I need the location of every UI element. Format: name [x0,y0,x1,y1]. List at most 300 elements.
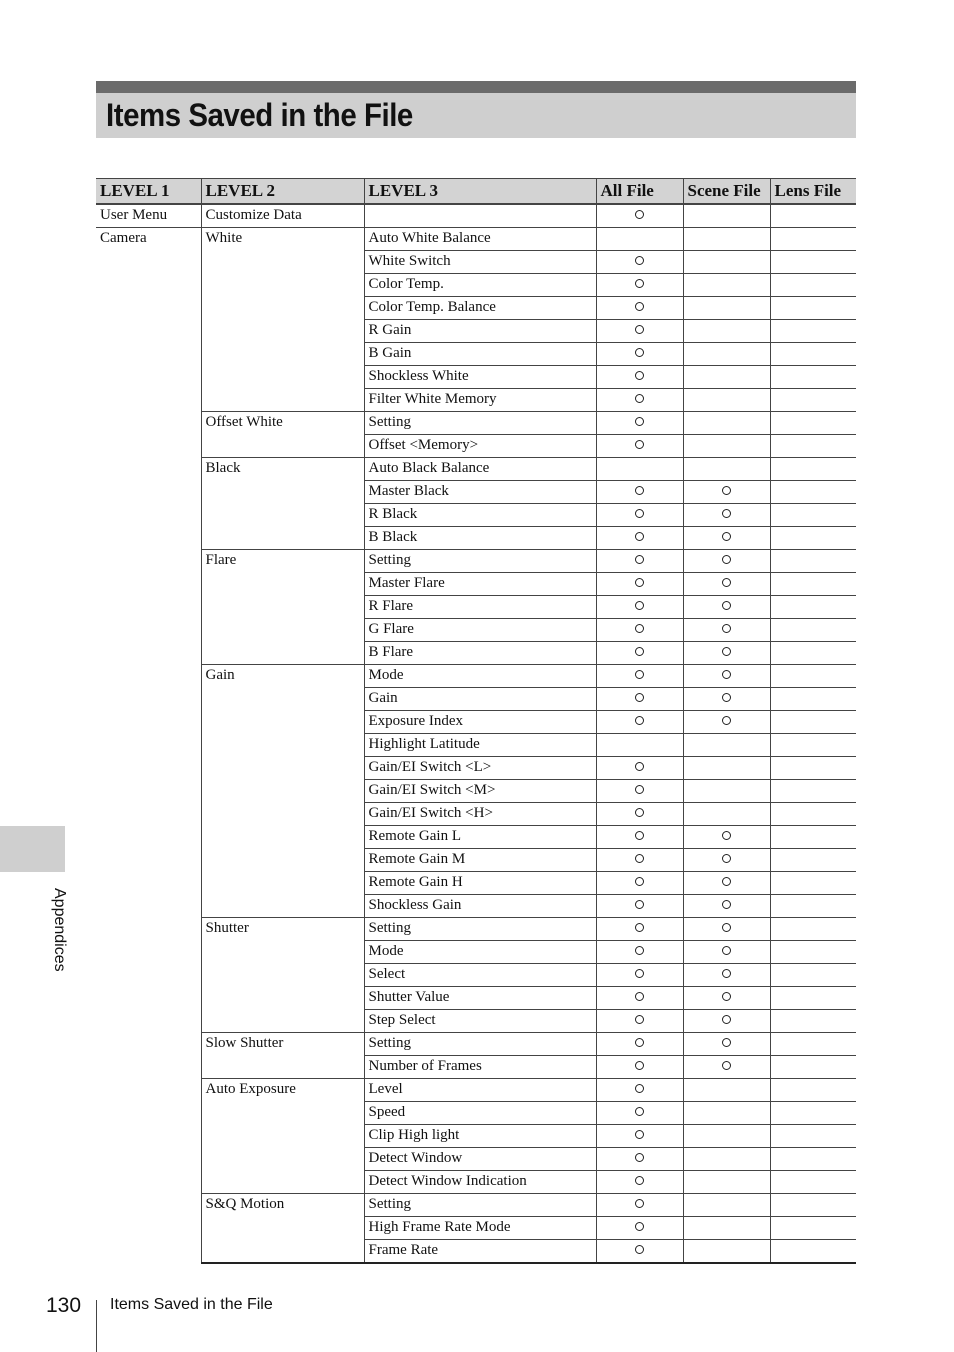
circle-mark-icon [635,348,644,357]
table-row [96,366,856,389]
scene-file-cell [683,1148,770,1171]
lens-file-cell [770,596,856,619]
all-file-cell [596,642,683,665]
level2-cell [201,849,364,872]
level3-cell: B Black [364,527,596,550]
circle-mark-icon [635,831,644,840]
level1-cell [96,412,201,435]
level3-cell: Remote Gain M [364,849,596,872]
all-file-cell [596,872,683,895]
level1-cell [96,987,201,1010]
table-row [96,849,856,872]
circle-mark-icon [635,1176,644,1185]
all-file-cell [596,734,683,757]
level1-cell [96,343,201,366]
all-file-cell [596,1056,683,1079]
level1-cell: User Menu [96,204,201,228]
level2-cell [201,481,364,504]
scene-file-cell [683,1125,770,1148]
circle-mark-icon [722,509,731,518]
circle-mark-icon [635,256,644,265]
table-row [96,251,856,274]
level1-cell [96,527,201,550]
all-file-cell [596,297,683,320]
scene-file-cell [683,412,770,435]
level3-cell: Shutter Value [364,987,596,1010]
level2-cell: Offset White [201,412,364,435]
all-file-cell [596,458,683,481]
lens-file-cell [770,389,856,412]
table-row [96,596,856,619]
scene-file-cell [683,941,770,964]
footer-section-title: Items Saved in the File [110,1296,273,1313]
table-row [96,987,856,1010]
all-file-cell [596,780,683,803]
lens-file-cell [770,550,856,573]
level2-cell: Black [201,458,364,481]
table-row [96,573,856,596]
table-row [96,320,856,343]
level2-cell: Shutter [201,918,364,941]
lens-file-cell [770,228,856,251]
level3-cell: Master Black [364,481,596,504]
level1-cell [96,1125,201,1148]
level1-cell [96,1056,201,1079]
level1-cell [96,1033,201,1056]
circle-mark-icon [635,1130,644,1139]
side-tab [0,826,65,872]
level3-cell: Remote Gain H [364,872,596,895]
level2-cell [201,274,364,297]
all-file-cell [596,1102,683,1125]
side-tab-label: Appendices [51,888,68,972]
level3-cell: High Frame Rate Mode [364,1217,596,1240]
all-file-cell [596,1033,683,1056]
all-file-cell [596,274,683,297]
level1-cell [96,941,201,964]
all-file-cell [596,1148,683,1171]
table-row [96,619,856,642]
circle-mark-icon [635,210,644,219]
lens-file-cell [770,504,856,527]
level3-cell: Shockless Gain [364,895,596,918]
table-row [96,826,856,849]
lens-file-cell [770,780,856,803]
level3-cell: Step Select [364,1010,596,1033]
scene-file-cell [683,757,770,780]
lens-file-cell [770,297,856,320]
scene-file-cell [683,1240,770,1264]
table-row [96,550,856,573]
level2-cell [201,619,364,642]
circle-mark-icon [722,555,731,564]
level2-cell [201,711,364,734]
circle-mark-icon [722,647,731,656]
level1-cell [96,274,201,297]
level1-cell [96,1010,201,1033]
circle-mark-icon [635,693,644,702]
scene-file-cell [683,895,770,918]
level2-cell [201,642,364,665]
level1-cell [96,757,201,780]
all-file-cell [596,757,683,780]
scene-file-cell [683,826,770,849]
level2-cell [201,964,364,987]
scene-file-cell [683,1079,770,1102]
lens-file-cell [770,826,856,849]
all-file-cell [596,1194,683,1217]
level3-cell: R Flare [364,596,596,619]
level3-cell [364,204,596,228]
lens-file-cell [770,435,856,458]
table-row [96,1171,856,1194]
lens-file-cell [770,665,856,688]
circle-mark-icon [635,923,644,932]
scene-file-cell [683,734,770,757]
level3-cell: Setting [364,550,596,573]
level1-cell [96,389,201,412]
circle-mark-icon [635,601,644,610]
level3-cell: Detect Window [364,1148,596,1171]
level1-cell [96,803,201,826]
level2-cell [201,941,364,964]
table-row [96,1056,856,1079]
circle-mark-icon [635,417,644,426]
level3-cell: Clip High light [364,1125,596,1148]
level3-cell: Select [364,964,596,987]
col-header-level3: LEVEL 3 [364,179,596,205]
level3-cell: Gain [364,688,596,711]
lens-file-cell [770,895,856,918]
scene-file-cell [683,1171,770,1194]
lens-file-cell [770,412,856,435]
level1-cell [96,711,201,734]
scene-file-cell [683,389,770,412]
level2-cell [201,1148,364,1171]
page-title: Items Saved in the File [106,97,413,133]
table-row [96,757,856,780]
circle-mark-icon [722,670,731,679]
circle-mark-icon [635,1061,644,1070]
items-table [96,178,856,1264]
level3-cell: Shockless White [364,366,596,389]
level1-cell [96,1194,201,1217]
lens-file-cell [770,803,856,826]
circle-mark-icon [635,486,644,495]
scene-file-cell [683,1056,770,1079]
level2-cell [201,389,364,412]
scene-file-cell [683,504,770,527]
scene-file-cell [683,573,770,596]
level2-cell [201,688,364,711]
level2-cell [201,366,364,389]
all-file-cell [596,1010,683,1033]
circle-mark-icon [635,624,644,633]
circle-mark-icon [635,762,644,771]
level3-cell: Speed [364,1102,596,1125]
table-row [96,642,856,665]
lens-file-cell [770,343,856,366]
level3-cell: Setting [364,918,596,941]
circle-mark-icon [635,1084,644,1093]
circle-mark-icon [722,716,731,725]
lens-file-cell [770,619,856,642]
circle-mark-icon [722,1038,731,1047]
circle-mark-icon [635,1015,644,1024]
scene-file-cell [683,343,770,366]
title-banner [96,81,856,138]
table-row [96,1240,856,1264]
lens-file-cell [770,918,856,941]
scene-file-cell [683,1217,770,1240]
table-row [96,527,856,550]
level2-cell [201,1102,364,1125]
circle-mark-icon [635,992,644,1001]
all-file-cell [596,619,683,642]
level1-cell [96,872,201,895]
circle-mark-icon [635,647,644,656]
level3-cell: Color Temp. [364,274,596,297]
all-file-cell [596,1240,683,1264]
circle-mark-icon [635,509,644,518]
level1-cell [96,688,201,711]
lens-file-cell [770,1217,856,1240]
level1-cell [96,596,201,619]
level2-cell [201,596,364,619]
level2-cell [201,320,364,343]
scene-file-cell [683,527,770,550]
level3-cell: Frame Rate [364,1240,596,1264]
level3-cell: Gain/EI Switch <M> [364,780,596,803]
scene-file-cell [683,619,770,642]
scene-file-cell [683,228,770,251]
col-header-lens-file: Lens File [770,179,856,205]
lens-file-cell [770,1010,856,1033]
level2-cell [201,297,364,320]
page-number: 130 [46,1294,82,1317]
table-row [96,964,856,987]
circle-mark-icon [722,992,731,1001]
circle-mark-icon [635,1199,644,1208]
level2-cell: Customize Data [201,204,364,228]
lens-file-cell [770,1194,856,1217]
scene-file-cell [683,918,770,941]
level3-cell: Highlight Latitude [364,734,596,757]
level3-cell: Filter White Memory [364,389,596,412]
lens-file-cell [770,1056,856,1079]
level2-cell: Gain [201,665,364,688]
level2-cell [201,803,364,826]
lens-file-cell [770,941,856,964]
scene-file-cell [683,204,770,228]
lens-file-cell [770,872,856,895]
all-file-cell [596,320,683,343]
table-row [96,412,856,435]
table-row [96,941,856,964]
scene-file-cell [683,1033,770,1056]
level3-cell: Offset <Memory> [364,435,596,458]
level3-cell: Mode [364,665,596,688]
level2-cell [201,872,364,895]
level1-cell [96,619,201,642]
level3-cell: Auto White Balance [364,228,596,251]
level2-cell [201,527,364,550]
all-file-cell [596,550,683,573]
level1-cell [96,1217,201,1240]
all-file-cell [596,941,683,964]
level3-cell: R Gain [364,320,596,343]
level3-cell: Remote Gain L [364,826,596,849]
level2-cell [201,734,364,757]
scene-file-cell [683,711,770,734]
all-file-cell [596,1217,683,1240]
table-row [96,504,856,527]
level3-cell: G Flare [364,619,596,642]
level3-cell: Exposure Index [364,711,596,734]
level3-cell: Detect Window Indication [364,1171,596,1194]
level1-cell [96,642,201,665]
table-row [96,274,856,297]
level3-cell: Number of Frames [364,1056,596,1079]
circle-mark-icon [722,693,731,702]
level2-cell [201,1125,364,1148]
table-row [96,228,856,251]
lens-file-cell [770,320,856,343]
level1-cell [96,780,201,803]
circle-mark-icon [635,877,644,886]
level2-cell: Slow Shutter [201,1033,364,1056]
circle-mark-icon [635,394,644,403]
col-header-level1: LEVEL 1 [96,179,201,205]
circle-mark-icon [722,923,731,932]
circle-mark-icon [722,601,731,610]
lens-file-cell [770,711,856,734]
scene-file-cell [683,987,770,1010]
circle-mark-icon [635,302,644,311]
scene-file-cell [683,366,770,389]
table-row [96,1102,856,1125]
table-body [96,204,856,1263]
level1-cell [96,504,201,527]
level3-cell: B Gain [364,343,596,366]
lens-file-cell [770,274,856,297]
level1-cell [96,366,201,389]
table-row [96,481,856,504]
level2-cell [201,1056,364,1079]
scene-file-cell [683,665,770,688]
scene-file-cell [683,1194,770,1217]
lens-file-cell [770,1240,856,1264]
circle-mark-icon [722,532,731,541]
scene-file-cell [683,872,770,895]
level1-cell [96,918,201,941]
circle-mark-icon [635,532,644,541]
circle-mark-icon [722,624,731,633]
circle-mark-icon [635,854,644,863]
level2-cell [201,573,364,596]
scene-file-cell [683,642,770,665]
all-file-cell [596,527,683,550]
all-file-cell [596,412,683,435]
all-file-cell [596,573,683,596]
scene-file-cell [683,964,770,987]
scene-file-cell [683,320,770,343]
table-row [96,803,856,826]
all-file-cell [596,1079,683,1102]
circle-mark-icon [635,325,644,334]
scene-file-cell [683,596,770,619]
circle-mark-icon [635,900,644,909]
level2-cell [201,757,364,780]
level2-cell [201,826,364,849]
lens-file-cell [770,573,856,596]
circle-mark-icon [722,969,731,978]
level2-cell [201,1171,364,1194]
table-row [96,780,856,803]
circle-mark-icon [722,946,731,955]
scene-file-cell [683,274,770,297]
table-row [96,918,856,941]
all-file-cell [596,1171,683,1194]
scene-file-cell [683,780,770,803]
scene-file-cell [683,297,770,320]
circle-mark-icon [635,808,644,817]
scene-file-cell [683,688,770,711]
lens-file-cell [770,527,856,550]
all-file-cell [596,987,683,1010]
level1-cell [96,435,201,458]
level1-cell [96,895,201,918]
level1-cell [96,1240,201,1264]
table-row [96,1033,856,1056]
title-stripe [96,81,856,93]
lens-file-cell [770,1079,856,1102]
level1-cell [96,458,201,481]
level2-cell [201,1240,364,1264]
all-file-cell [596,228,683,251]
scene-file-cell [683,1010,770,1033]
circle-mark-icon [635,1222,644,1231]
level3-cell: Setting [364,412,596,435]
circle-mark-icon [722,877,731,886]
table-row [96,895,856,918]
level3-cell: Setting [364,1194,596,1217]
table-row [96,665,856,688]
circle-mark-icon [635,716,644,725]
level3-cell: Gain/EI Switch <H> [364,803,596,826]
all-file-cell [596,481,683,504]
table-row [96,1217,856,1240]
level2-cell [201,895,364,918]
col-header-all-file: All File [596,179,683,205]
all-file-cell [596,1125,683,1148]
circle-mark-icon [635,1153,644,1162]
circle-mark-icon [722,1061,731,1070]
col-header-scene-file: Scene File [683,179,770,205]
circle-mark-icon [635,440,644,449]
level3-cell: Auto Black Balance [364,458,596,481]
scene-file-cell [683,1102,770,1125]
all-file-cell [596,964,683,987]
all-file-cell [596,435,683,458]
table-row [96,711,856,734]
lens-file-cell [770,757,856,780]
all-file-cell [596,504,683,527]
circle-mark-icon [722,854,731,863]
circle-mark-icon [635,1245,644,1254]
lens-file-cell [770,642,856,665]
circle-mark-icon [635,578,644,587]
